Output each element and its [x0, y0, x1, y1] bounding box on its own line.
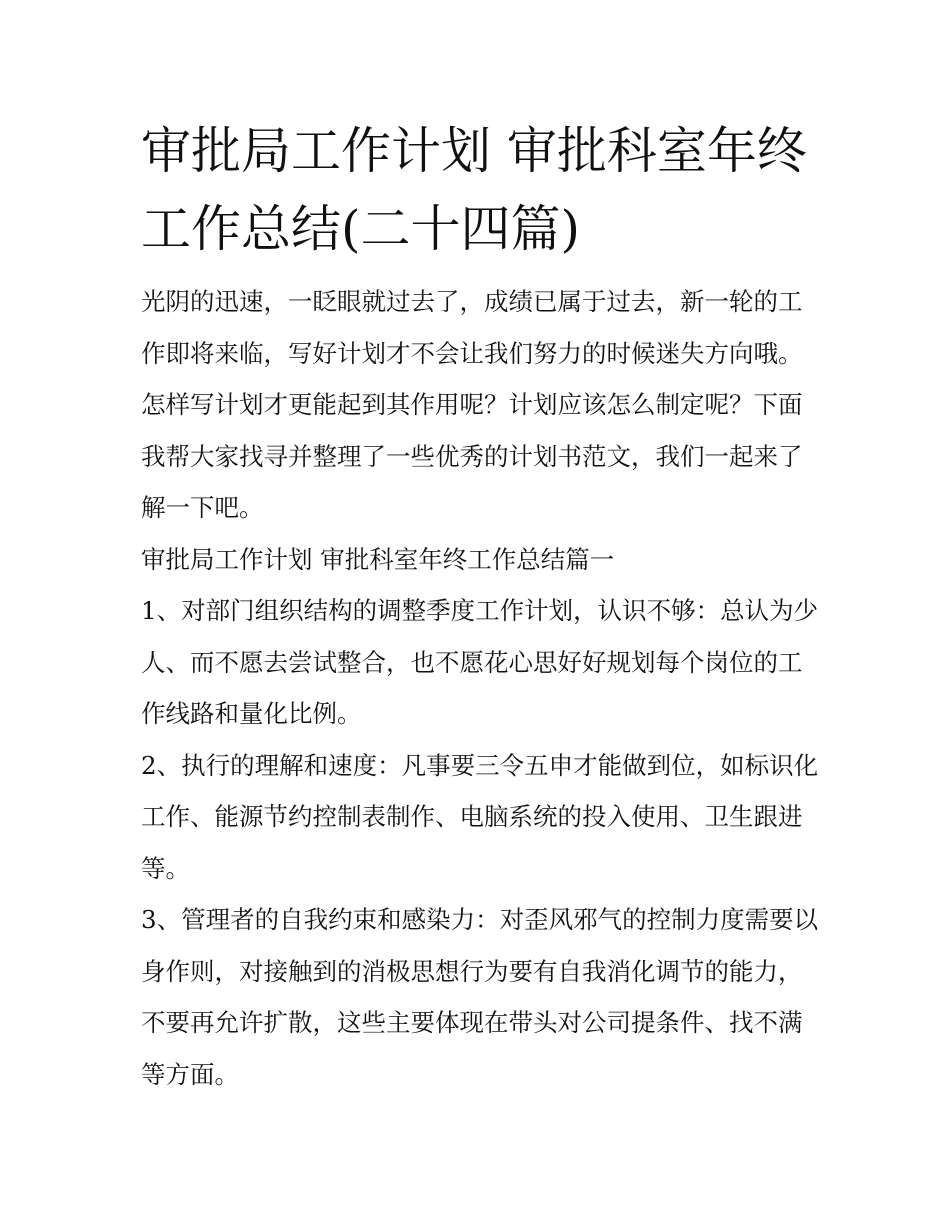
list-item: 2、执行的理解和速度：凡事要三令五申才能做到位，如标识化工作、能源节约控制表制作、电脑系统的投入使用、卫生跟进等。 [141, 750, 819, 883]
intro-paragraph: 光阴的迅速，一眨眼就过去了，成绩已属于过去，新一轮的工作即将来临，写好计划才不会让我们努力的时候迷失方向哦。怎样写计划才更能起到其作用呢？计划应该怎么制定呢？下面我帮大家找寻并整理了一些优秀的计划书范文，我们一起来了解一下吧。 [141, 287, 803, 522]
document-title: 审批局工作计划 审批科室年终工作总结(二十四篇) [141, 122, 807, 258]
section-heading: 审批局工作计划 审批科室年终工作总结篇一 [141, 544, 615, 574]
list-item: 1、对部门组织结构的调整季度工作计划，认识不够：总认为少人、而不愿去尝试整合，也不愿花心思好好规划每个岗位的工作线路和量化比例。 [141, 596, 819, 728]
list-item: 3、管理者的自我约束和感染力：对歪风邪气的控制力度需要以身作则，对接触到的消极思想行为要有自我消化调节的能力，不要再允许扩散，这些主要体现在带头对公司提条件、找不满等方面。 [141, 905, 819, 1089]
document-body [141, 276, 821, 1100]
